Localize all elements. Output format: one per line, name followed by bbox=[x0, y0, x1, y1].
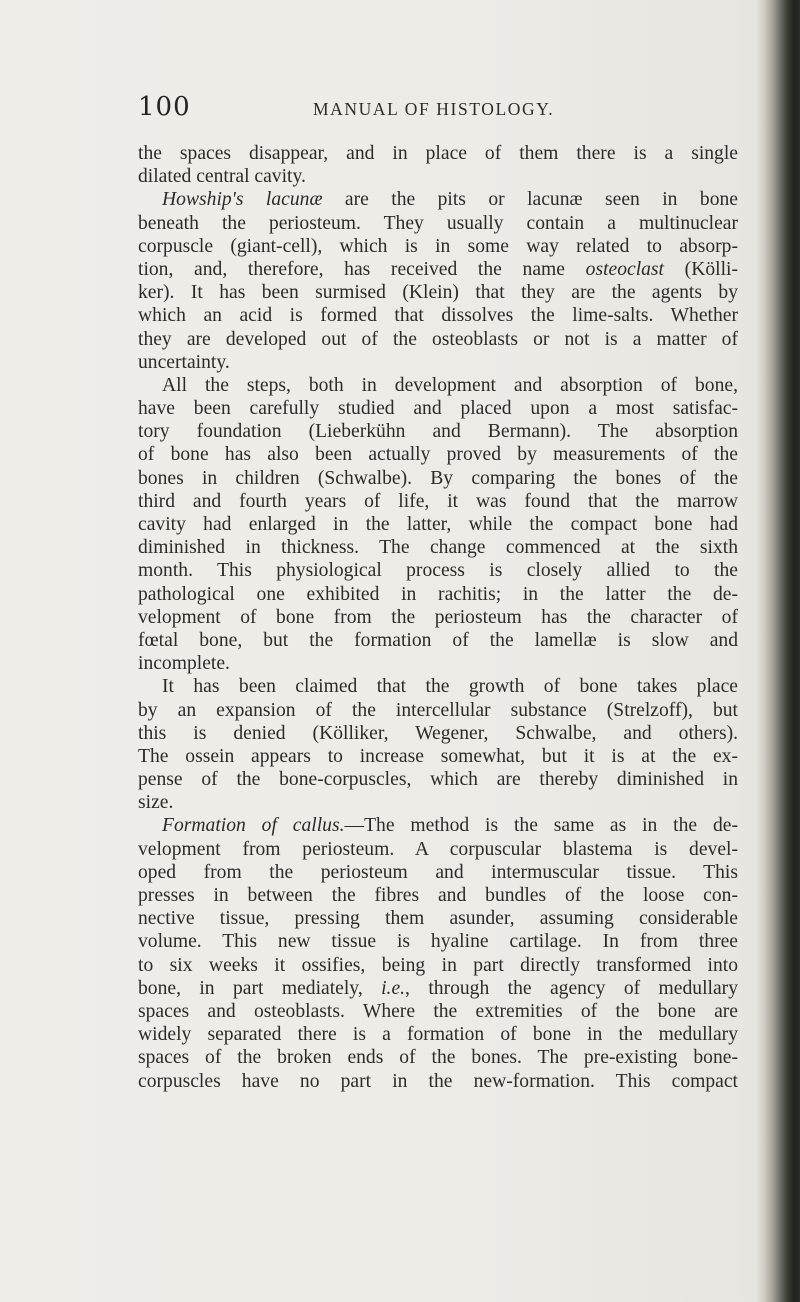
text-line: to six weeks it ossifies, being in part directly transformed into bbox=[138, 954, 738, 976]
text-line: corpuscles have no part in the new-formation. This compact bbox=[138, 1070, 738, 1092]
text-line: have been carefully studied and placed upon a most satisfac- bbox=[138, 398, 738, 420]
text-line: bones in children (Schwalbe). By comparing the bones of the bbox=[138, 467, 738, 489]
text-line: this is denied (Kölliker, Wegener, Schwalbe, and others). bbox=[138, 722, 738, 744]
text-line: Howship's lacunæ are the pits or lacunæ seen in bone bbox=[162, 189, 738, 211]
body-text bbox=[138, 142, 738, 1093]
text-line: by an expansion of the intercellular substance (Strelzoff), but bbox=[138, 699, 738, 721]
text-line: corpuscle (giant-cell), which is in some way related to absorp- bbox=[138, 235, 738, 257]
text-line: Formation of callus.—The method is the same as in the de- bbox=[162, 815, 738, 837]
running-title: MANUAL OF HISTOLOGY. bbox=[313, 99, 555, 119]
text-line: tion, and, therefore, has received the name osteoclast (Kölli- bbox=[138, 258, 739, 280]
text-line: spaces of the broken ends of the bones. The pre-existing bone- bbox=[138, 1047, 738, 1069]
text-line: velopment of bone from the periosteum has the character of bbox=[138, 606, 738, 628]
text-line: tory foundation (Lieberkühn and Bermann). The absorption bbox=[138, 421, 738, 443]
page-number: 100 bbox=[138, 92, 191, 122]
text-line: size. bbox=[138, 792, 174, 814]
text-line: velopment from periosteum. A corpuscular blastema is devel- bbox=[138, 838, 738, 860]
text-line: spaces and osteoblasts. Where the extremities of the bone are bbox=[138, 1000, 738, 1022]
text-line: third and fourth years of life, it was found that the marrow bbox=[138, 490, 738, 512]
book-binding-edge bbox=[756, 0, 800, 1302]
text-line: uncertainty. bbox=[138, 351, 230, 373]
text-line: nective tissue, pressing them asunder, assuming considerable bbox=[138, 908, 738, 930]
text-line: which an acid is formed that dissolves the lime-salts. Whether bbox=[138, 305, 738, 327]
text-line: pense of the bone-corpuscles, which are thereby diminished in bbox=[138, 769, 738, 791]
text-line: month. This physiological process is closely allied to the bbox=[138, 560, 738, 582]
text-line: It has been claimed that the growth of bone takes place bbox=[162, 676, 738, 698]
text-line: ker). It has been surmised (Klein) that they are the agents by bbox=[138, 282, 738, 304]
text-line: oped from the periosteum and intermuscular tissue. This bbox=[138, 861, 738, 883]
text-line: pathological one exhibited in rachitis; in the latter the de- bbox=[138, 583, 738, 605]
text-line: incomplete. bbox=[138, 653, 230, 675]
text-line: fœtal bone, but the formation of the lamellæ is slow and bbox=[138, 629, 738, 651]
text-line: they are developed out of the osteoblasts or not is a matter of bbox=[138, 328, 738, 350]
text-line: dilated central cavity. bbox=[138, 166, 306, 188]
text-line: diminished in thickness. The change commenced at the sixth bbox=[138, 537, 738, 559]
text-line: volume. This new tissue is hyaline cartilage. In from three bbox=[138, 931, 738, 953]
text-line: bone, in part mediately, i.e., through the agency of medullary bbox=[138, 977, 738, 999]
text-line: cavity had enlarged in the latter, while the compact bone had bbox=[138, 514, 738, 535]
text-line: of bone has also been actually proved by measurements of the bbox=[138, 444, 738, 466]
text-line: All the steps, both in development and absorption of bone, bbox=[162, 374, 738, 396]
text-line: The ossein appears to increase somewhat, but it is at the ex- bbox=[138, 745, 738, 767]
text-line: the spaces disappear, and in place of them there is a single bbox=[138, 143, 738, 164]
text-line: presses in between the fibres and bundles of the loose con- bbox=[138, 885, 738, 906]
text-line: widely separated there is a formation of bone in the medullary bbox=[138, 1024, 738, 1046]
page-header bbox=[0, 92, 800, 132]
text-line: beneath the periosteum. They usually contain a multinuclear bbox=[138, 212, 738, 234]
